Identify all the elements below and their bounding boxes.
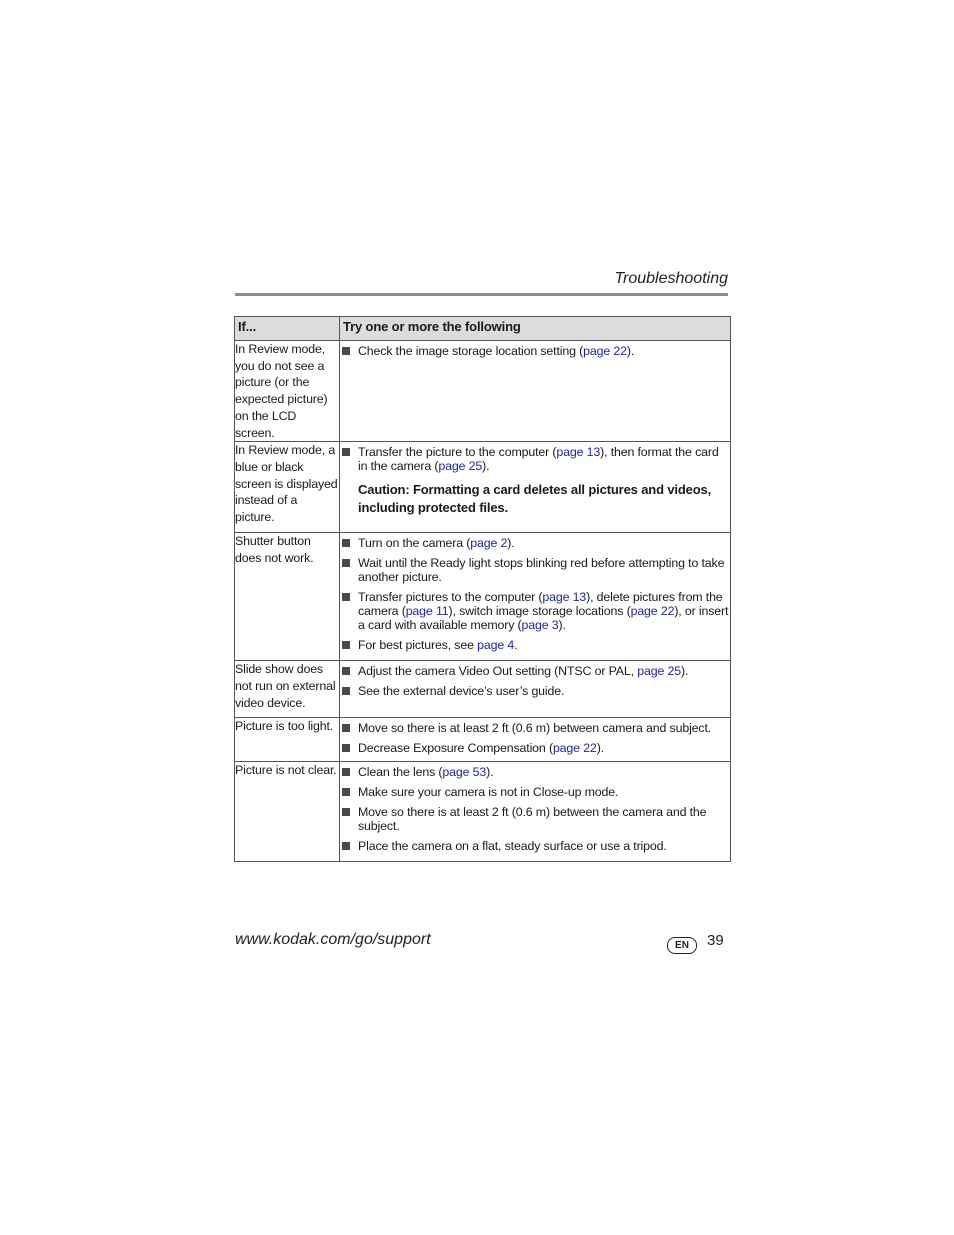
list-item: Adjust the camera Video Out setting (NTSC or PAL, page 25). [340, 664, 730, 678]
page-link[interactable]: page 22 [630, 604, 675, 619]
bullet-icon [342, 808, 350, 816]
condition-cell: Slide show does not run on external video device. [235, 661, 340, 718]
page-link[interactable]: page 13 [542, 590, 587, 605]
bullet-icon [342, 768, 350, 776]
table-row [235, 762, 731, 862]
troubleshooting-table [234, 316, 731, 862]
list-item: For best pictures, see page 4. [340, 638, 730, 652]
header-rule [235, 293, 728, 296]
page-link[interactable]: page 4 [477, 638, 515, 653]
actions-cell [340, 533, 731, 661]
list-item: Wait until the Ready light stops blinking red before attempting to take another picture. [340, 556, 730, 584]
actions-cell [340, 762, 731, 862]
table-row [235, 442, 731, 533]
bullet-icon [342, 347, 350, 355]
page-link[interactable]: page 25 [637, 664, 681, 679]
table-header-row [235, 317, 731, 341]
page-link[interactable]: page 22 [583, 344, 627, 358]
condition-cell: Shutter button does not work. [235, 533, 340, 661]
bullet-icon [342, 448, 350, 456]
list-item: Transfer pictures to the computer (page 13), delete pictures from the camera (page 11), switch image storage locations (page 22), or insert a card with available memory (page 3). [340, 590, 730, 632]
bullet-icon [342, 559, 350, 567]
actions-cell [340, 442, 731, 533]
page-number: 39 [707, 932, 724, 949]
bullet-icon [342, 687, 350, 695]
bullet-icon [342, 667, 350, 675]
list-item: Decrease Exposure Compensation (page 22). [340, 741, 730, 755]
condition-cell: Picture is too light. [235, 718, 340, 762]
table-row [235, 341, 731, 442]
bullet-icon [342, 744, 350, 752]
column-header-try: Try one or more the following [340, 317, 731, 341]
condition-cell: In Review mode, you do not see a picture (or the expected picture) on the LCD screen. [235, 341, 340, 442]
table-row [235, 661, 731, 718]
bullet-icon [342, 724, 350, 732]
support-url-link[interactable]: www.kodak.com/go/support [235, 931, 431, 948]
actions-cell [340, 661, 731, 718]
list-item: Turn on the camera (page 2). [340, 536, 730, 550]
condition-cell: Picture is not clear. [235, 762, 340, 862]
caution-note: Caution: Formatting a card deletes all pictures and videos, including protected files. [358, 482, 712, 516]
list-item: Place the camera on a flat, steady surface or use a tripod. [340, 839, 730, 853]
page-link[interactable]: page 3 [521, 618, 559, 633]
list-item: See the external device’s user’s guide. [340, 684, 730, 698]
actions-cell [340, 718, 731, 762]
page-link[interactable]: page 11 [405, 604, 449, 619]
bullet-icon [342, 842, 350, 850]
language-badge: EN [667, 937, 697, 954]
page-link[interactable]: page 22 [552, 741, 597, 756]
list-item: Clean the lens (page 53). [340, 765, 730, 779]
condition-cell: In Review mode, a blue or black screen is displayed instead of a picture. [235, 442, 340, 533]
page-link[interactable]: page 53 [442, 765, 487, 780]
table-row [235, 533, 731, 661]
actions-cell [340, 341, 731, 442]
table-row [235, 718, 731, 762]
page-link[interactable]: page 2 [470, 536, 508, 551]
list-item: Check the image storage location setting (page 22). [340, 344, 730, 358]
list-item: Make sure your camera is not in Close-up mode. [340, 785, 730, 799]
bullet-icon [342, 539, 350, 547]
bullet-icon [342, 788, 350, 796]
bullet-icon [342, 641, 350, 649]
bullet-icon [342, 593, 350, 601]
column-header-if: If... [235, 317, 340, 341]
list-item: Move so there is at least 2 ft (0.6 m) between the camera and the subject. [340, 805, 730, 833]
list-item: Transfer the picture to the computer (page 13), then format the card in the camera (page 25). [340, 445, 730, 473]
page-link[interactable]: page 13 [556, 445, 601, 460]
section-title: Troubleshooting [614, 270, 728, 287]
list-item: Move so there is at least 2 ft (0.6 m) between camera and subject. [340, 721, 730, 735]
page-link[interactable]: page 25 [438, 459, 483, 474]
